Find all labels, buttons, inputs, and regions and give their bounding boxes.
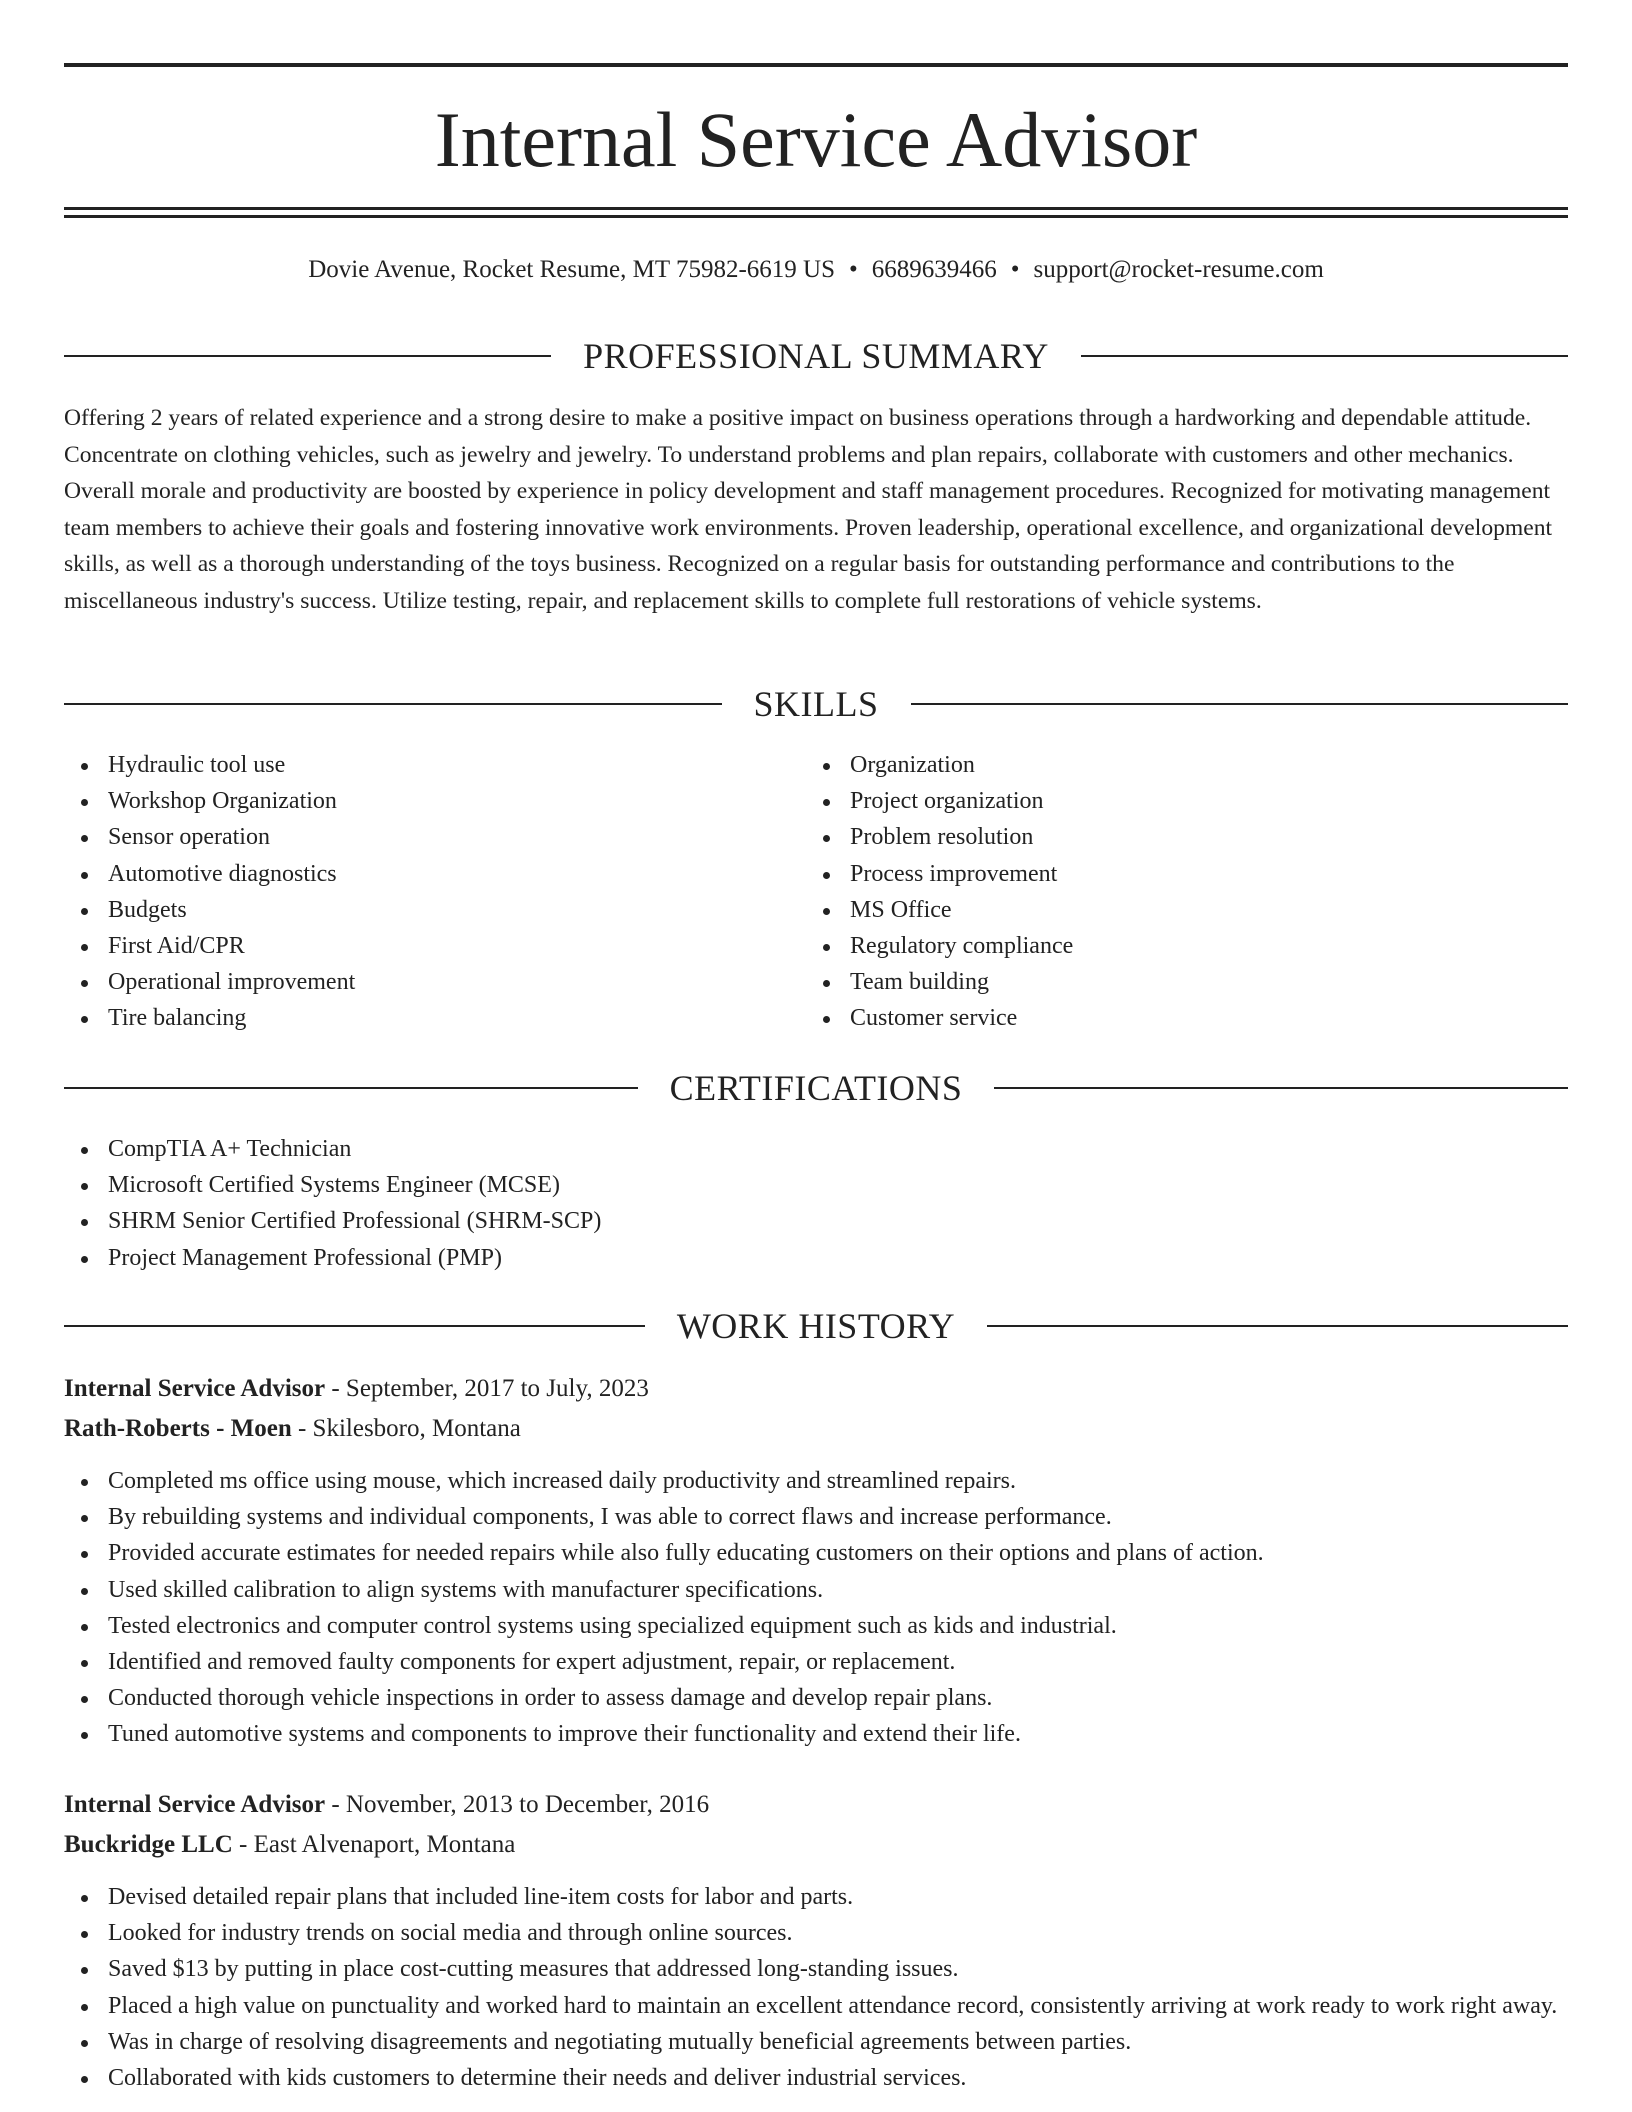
job-title: Internal Service Advisor xyxy=(64,1375,326,1402)
section-heading-certifications xyxy=(64,1066,1568,1110)
certification-item: Project Management Professional (PMP) xyxy=(108,1240,1568,1276)
section-title: SKILLS xyxy=(753,684,879,724)
skill-item: First Aid/CPR xyxy=(108,928,748,964)
contact-line xyxy=(64,252,1568,288)
heading-rule-right xyxy=(987,1325,1568,1327)
job-company-line xyxy=(64,1411,1568,1447)
skill-item: Operational improvement xyxy=(108,964,748,1000)
certification-item: SHRM Senior Certified Professional (SHRM-SCP) xyxy=(108,1203,1568,1239)
contact-separator: • xyxy=(848,256,858,283)
skill-item: MS Office xyxy=(850,892,1550,928)
heading-rule-right xyxy=(1081,355,1568,357)
job-location: - Skilesboro, Montana xyxy=(291,1415,521,1442)
job-dates: - November, 2013 to December, 2016 xyxy=(325,1791,710,1818)
section-heading-skills xyxy=(64,682,1568,726)
job-title-line xyxy=(64,1787,1568,1823)
header-top-rule xyxy=(64,63,1568,67)
job-location: - East Alvenaport, Montana xyxy=(232,1831,516,1858)
job-company-line xyxy=(64,1827,1568,1863)
contact-separator: • xyxy=(1010,256,1020,283)
certification-item: Microsoft Certified Systems Engineer (MCSE) xyxy=(108,1167,1568,1203)
job-bullet: Tuned automotive systems and components to improve their functionality and extend their life. xyxy=(108,1716,1568,1752)
job-bullets xyxy=(64,1463,1568,1753)
heading-rule-right xyxy=(994,1087,1568,1089)
job-bullet: Completed ms office using mouse, which increased daily productivity and streamlined repairs. xyxy=(108,1463,1568,1499)
contact-phone: 6689639466 xyxy=(871,256,997,283)
skills-list-left xyxy=(64,747,748,1037)
summary-text: Offering 2 years of related experience and a strong desire to make a positive impact on business operations through a hardworking and dependable attitude. Concentrate on clothing vehicles, such as jewelry and jewelry. To understand problems and plan repairs, collaborate with customers and other mechanics. Overall morale and productivity are boosted by experience in policy development and staff management procedures. Recognized for motivating management team members to achieve their goals and fostering innovative work environments. Proven leadership, operational excellence, and organizational development skills, as well as a thorough understanding of the toys business. Recognized on a regular basis for outstanding performance and contributions to the miscellaneous industry's success. Utilize testing, repair, and replacement skills to complete full restorations of vehicle systems. xyxy=(64,405,1553,614)
skill-item: Process improvement xyxy=(850,856,1550,892)
section-heading-work-history xyxy=(64,1304,1568,1348)
skill-item: Automotive diagnostics xyxy=(108,856,748,892)
contact-address: Dovie Avenue, Rocket Resume, MT 75982-6619 US xyxy=(308,256,835,283)
skill-item: Tire balancing xyxy=(108,1000,748,1036)
skill-item: Budgets xyxy=(108,892,748,928)
certifications-list xyxy=(64,1131,1568,1276)
header-double-rule-bottom xyxy=(64,215,1568,218)
skill-item: Workshop Organization xyxy=(108,783,748,819)
skill-item: Project organization xyxy=(850,783,1550,819)
skill-item: Hydraulic tool use xyxy=(108,747,748,783)
resume-title: Internal Service Advisor xyxy=(434,96,1198,183)
certification-item: CompTIA A+ Technician xyxy=(108,1131,1568,1167)
job-bullet: Placed a high value on punctuality and worked hard to maintain an excellent attendance record, consistently arriving at work ready to work right away. xyxy=(108,1988,1568,2024)
skills-list-right xyxy=(806,747,1550,1037)
heading-rule-right xyxy=(911,703,1569,705)
job-bullet: By rebuilding systems and individual components, I was able to correct flaws and increase performance. xyxy=(108,1499,1568,1535)
skill-item: Team building xyxy=(850,964,1550,1000)
skill-item: Regulatory compliance xyxy=(850,928,1550,964)
skill-item: Sensor operation xyxy=(108,819,748,855)
job-bullet: Identified and removed faulty components for expert adjustment, repair, or replacement. xyxy=(108,1644,1568,1680)
job-company: Buckridge LLC xyxy=(64,1831,233,1858)
skill-item: Customer service xyxy=(850,1000,1550,1036)
section-title: PROFESSIONAL SUMMARY xyxy=(583,336,1049,376)
skill-item: Problem resolution xyxy=(850,819,1550,855)
job-bullet: Saved $13 by putting in place cost-cutting measures that addressed long-standing issues. xyxy=(108,1951,1568,1987)
job-title-line xyxy=(64,1371,1568,1407)
job-bullet: Was in charge of resolving disagreements and negotiating mutually beneficial agreements between parties. xyxy=(108,2024,1568,2060)
job-bullet: Tested electronics and computer control systems using specialized equipment such as kids and industrial. xyxy=(108,1608,1568,1644)
heading-rule-left xyxy=(64,1325,645,1327)
job-bullets xyxy=(64,1879,1568,2096)
heading-rule-left xyxy=(64,1087,638,1089)
job-bullet: Conducted thorough vehicle inspections in order to assess damage and develop repair plans. xyxy=(108,1680,1568,1716)
header-double-rule-top xyxy=(64,207,1568,210)
section-title: WORK HISTORY xyxy=(676,1306,956,1346)
section-title: CERTIFICATIONS xyxy=(669,1068,963,1108)
section-heading-summary xyxy=(64,334,1568,378)
job-dates: - September, 2017 to July, 2023 xyxy=(325,1375,649,1402)
heading-rule-left xyxy=(64,355,551,357)
contact-email: support@rocket-resume.com xyxy=(1033,256,1324,283)
job-bullet: Collaborated with kids customers to determine their needs and deliver industrial services. xyxy=(108,2060,1568,2096)
job-company: Rath-Roberts - Moen xyxy=(64,1415,292,1442)
job-bullet: Looked for industry trends on social media and through online sources. xyxy=(108,1915,1568,1951)
job-bullet: Provided accurate estimates for needed repairs while also fully educating customers on their options and plans of action. xyxy=(108,1535,1568,1571)
job-bullet: Used skilled calibration to align systems with manufacturer specifications. xyxy=(108,1572,1568,1608)
job-title: Internal Service Advisor xyxy=(64,1791,326,1818)
heading-rule-left xyxy=(64,703,722,705)
job-bullet: Devised detailed repair plans that included line-item costs for labor and parts. xyxy=(108,1879,1568,1915)
skill-item: Organization xyxy=(850,747,1550,783)
